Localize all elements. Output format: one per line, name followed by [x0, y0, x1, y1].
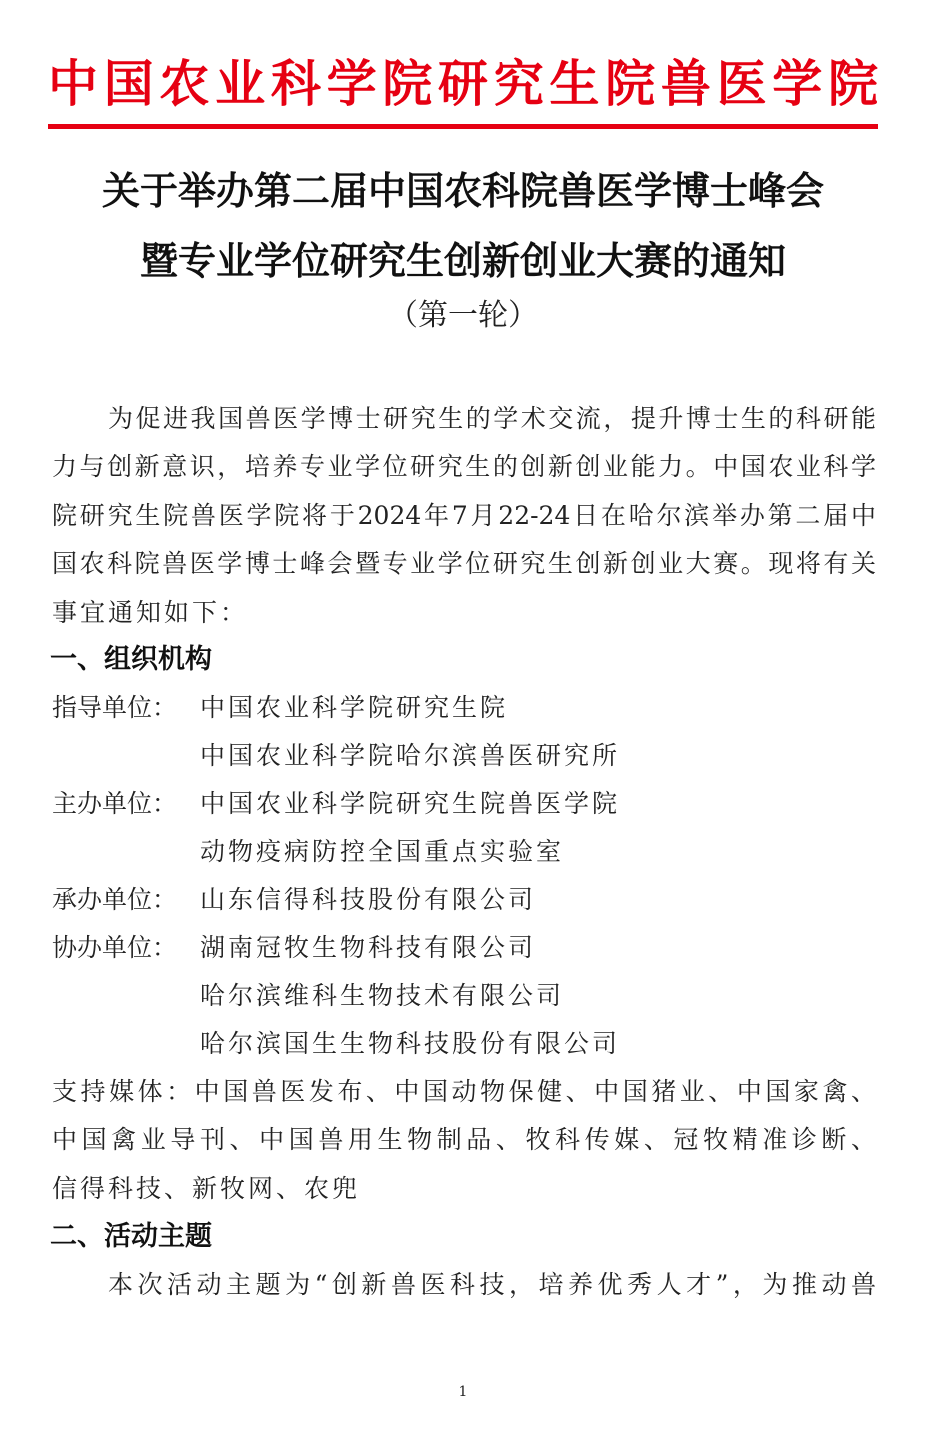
org-value: 中国农业科学院研究生院兽医学院 — [200, 789, 621, 818]
org-value: 中国农业科学院哈尔滨兽医研究所 — [200, 741, 621, 770]
page-number: 1 — [458, 1384, 468, 1400]
section2-text: 本次活动主题为“创新兽医科技，培养优秀人才”，为推动兽 — [108, 1270, 876, 1299]
intro-line: 事宜通知如下： — [52, 598, 249, 627]
document-round: （第一轮） — [388, 298, 538, 333]
org-value: 动物疫病防控全国重点实验室 — [200, 837, 565, 866]
org-label: 承办单位： — [52, 885, 178, 914]
org-label: 指导单位： — [52, 693, 178, 722]
org-value: 山东信得科技股份有限公司 — [200, 885, 537, 914]
org-value: 湖南冠牧生物科技有限公司 — [200, 933, 537, 962]
media-line: 支持媒体：中国兽医发布、中国动物保健、中国猪业、中国家禽、 — [52, 1077, 876, 1106]
document-title-line2: 暨专业学位研究生创新创业大赛的通知 — [139, 239, 786, 283]
org-label: 主办单位： — [52, 789, 178, 818]
org-label: 协办单位： — [52, 933, 178, 962]
media-line: 信得科技、新牧网、农兜 — [52, 1174, 361, 1203]
intro-line: 国农科院兽医学博士峰会暨专业学位研究生创新创业大赛。现将有关 — [52, 549, 876, 578]
org-value: 哈尔滨维科生物技术有限公司 — [200, 981, 565, 1010]
intro-line: 力与创新意识，培养专业学位研究生的创新创业能力。中国农业科学 — [52, 452, 876, 481]
intro-line: 院研究生院兽医学院将于2024年7月22-24日在哈尔滨举办第二届中 — [52, 501, 876, 530]
media-line: 中国禽业导刊、中国兽用生物制品、牧科传媒、冠牧精准诊断、 — [52, 1125, 876, 1154]
org-value: 中国农业科学院研究生院 — [200, 693, 509, 722]
letterhead-divider — [48, 124, 878, 129]
document-title-line1: 关于举办第二届中国农科院兽医学博士峰会 — [101, 169, 824, 213]
section-heading: 二、活动主题 — [50, 1221, 212, 1252]
section-heading: 一、组织机构 — [50, 644, 212, 675]
intro-line: 为促进我国兽医学博士研究生的学术交流，提升博士生的科研能 — [108, 404, 876, 433]
institution-letterhead: 中国农业科学院研究生院兽医学院 — [48, 55, 878, 113]
org-value: 哈尔滨国生生物科技股份有限公司 — [200, 1029, 621, 1058]
